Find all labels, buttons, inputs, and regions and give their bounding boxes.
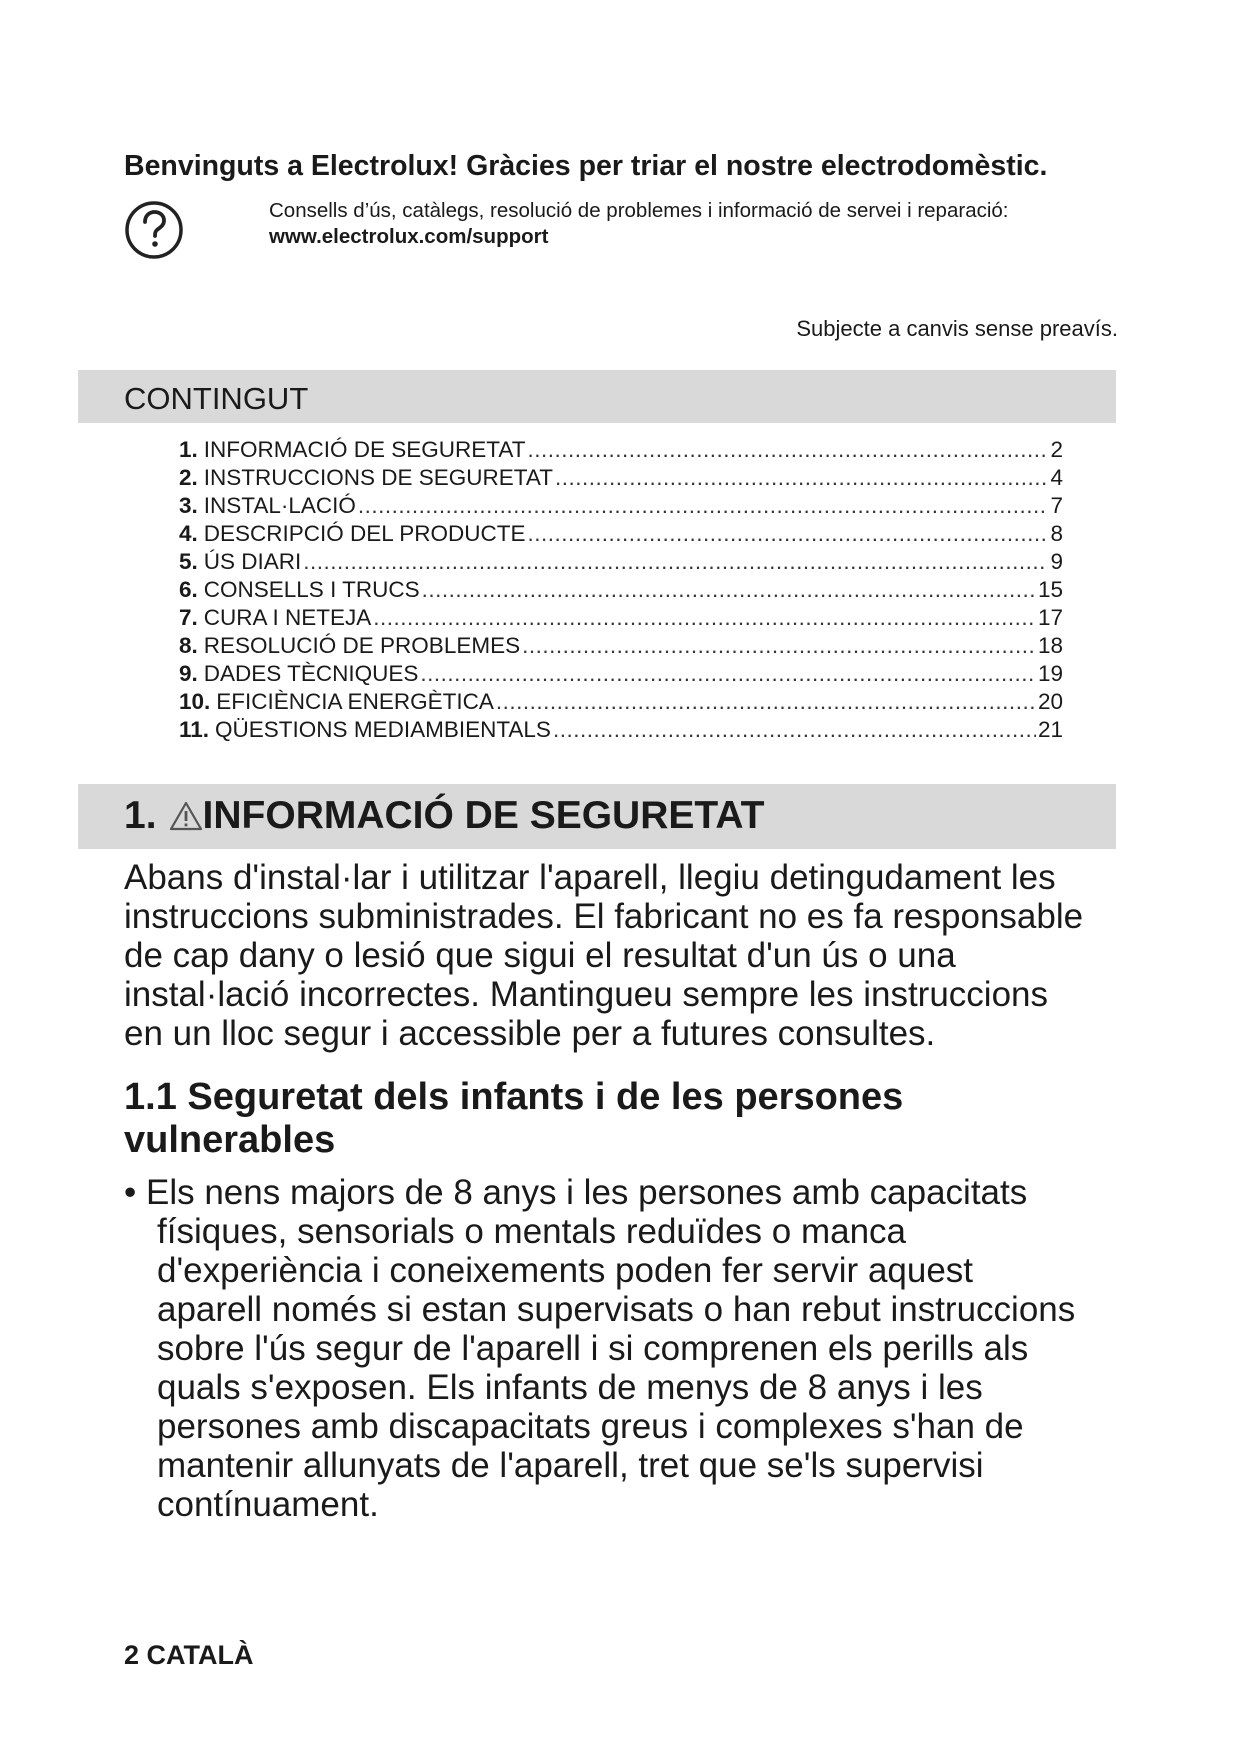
toc-item-label: INSTRUCCIONS DE SEGURETAT <box>203 465 553 490</box>
toc-leader-dots <box>553 716 1036 744</box>
toc-item-number: 3. <box>179 493 198 518</box>
toc-item-page: 8 <box>1050 521 1063 546</box>
toc-item-number: 5. <box>179 549 198 574</box>
toc-item-label: QÜESTIONS MEDIAMBIENTALS <box>215 717 551 742</box>
toc-item[interactable] <box>179 660 1063 688</box>
toc-item-page: 4 <box>1050 465 1063 490</box>
toc-item-number: 4. <box>179 521 198 546</box>
toc-item[interactable] <box>179 548 1063 576</box>
bullet-line: mantenir allunyats de l'aparell, tret que se'ls supervisi <box>157 1446 984 1485</box>
toc-item[interactable] <box>179 576 1063 604</box>
toc-item-number: 9. <box>179 661 198 686</box>
help-description: Consells d’ús, catàlegs, resolució de problemes i informació de servei i reparació: <box>269 199 1009 222</box>
bullet-line: quals s'exposen. Els infants de menys de 8 anys i les <box>157 1368 983 1407</box>
change-notice: Subjecte a canvis sense preavís. <box>796 316 1118 341</box>
toc-item-number: 11. <box>179 717 210 742</box>
bullet-line: físiques, sensorials o mentals reduïdes o manca <box>157 1212 906 1251</box>
toc-item-label: DADES TÈCNIQUES <box>203 661 419 686</box>
toc-item-page: 19 <box>1037 661 1063 686</box>
help-text-block <box>269 198 1009 250</box>
toc-item-label: EFICIÈNCIA ENERGÈTICA <box>216 689 494 714</box>
toc-list <box>179 436 1063 744</box>
warning-triangle-icon <box>169 801 203 831</box>
toc-leader-dots <box>496 688 1036 716</box>
toc-item-number: 10. <box>179 689 211 714</box>
toc-item-page: 21 <box>1037 717 1063 742</box>
toc-item-page: 9 <box>1050 549 1063 574</box>
toc-title: CONTINGUT <box>124 381 309 416</box>
toc-item-page: 7 <box>1050 493 1063 518</box>
toc-item-page: 2 <box>1050 437 1063 462</box>
toc-item-label: ÚS DIARI <box>203 549 302 574</box>
toc-item-label: CURA I NETEJA <box>203 605 372 630</box>
toc-item-number: 6. <box>179 577 198 602</box>
toc-item-label: RESOLUCIÓ DE PROBLEMES <box>203 633 521 658</box>
toc-item-label: CONSELLS I TRUCS <box>203 577 420 602</box>
subsection-title-line: vulnerables <box>124 1119 336 1161</box>
toc-item-label: INSTAL·LACIÓ <box>203 493 356 518</box>
toc-item-label: INFORMACIÓ DE SEGURETAT <box>203 437 526 462</box>
toc-item[interactable] <box>179 604 1063 632</box>
toc-item-page: 20 <box>1037 689 1063 714</box>
toc-leader-dots <box>358 492 1049 520</box>
toc-leader-dots <box>527 436 1048 464</box>
toc-item-page: 18 <box>1037 633 1063 658</box>
toc-item-number: 2. <box>179 465 198 490</box>
toc-item[interactable] <box>179 520 1063 548</box>
section-intro <box>124 858 1124 1053</box>
toc-leader-dots <box>420 660 1036 688</box>
question-circle-icon <box>124 200 184 260</box>
toc-item[interactable] <box>179 632 1063 660</box>
bullet-line: • Els nens majors de 8 anys i les persones amb capacitats <box>124 1173 1028 1212</box>
toc-leader-dots <box>522 632 1036 660</box>
toc-item-number: 7. <box>179 605 198 630</box>
subsection-title <box>124 1076 903 1162</box>
bullet-paragraph <box>124 1173 1124 1524</box>
intro-line: en un lloc segur i accessible per a futures consultes. <box>124 1014 936 1053</box>
toc-leader-dots <box>303 548 1048 576</box>
toc-item[interactable] <box>179 436 1063 464</box>
toc-item-number: 8. <box>179 633 198 658</box>
toc-leader-dots <box>422 576 1036 604</box>
toc-leader-dots <box>373 604 1036 632</box>
toc-item[interactable] <box>179 688 1063 716</box>
section-number: 1. <box>124 794 157 837</box>
bullet-line: d'experiència i coneixements poden fer servir aquest <box>157 1251 974 1290</box>
bullet-line: persones amb discapacitats greus i complexes s'han de <box>157 1407 1024 1446</box>
toc-item-number: 1. <box>179 437 198 462</box>
intro-line: instruccions subministrades. El fabricant no es fa responsable <box>124 897 1084 936</box>
welcome-heading: Benvinguts a Electrolux! Gràcies per triar el nostre electrodomèstic. <box>124 150 1048 182</box>
toc-item[interactable] <box>179 464 1063 492</box>
support-link[interactable]: www.electrolux.com/support <box>269 225 549 248</box>
toc-item[interactable] <box>179 716 1063 744</box>
toc-item-page: 15 <box>1037 577 1063 602</box>
bullet-line: aparell només si estan supervisats o han rebut instruccions <box>157 1290 1076 1329</box>
intro-line: Abans d'instal·lar i utilitzar l'aparell, llegiu detingudament les <box>124 858 1056 897</box>
page-footer: 2 CATALÀ <box>124 1640 254 1670</box>
intro-line: de cap dany o lesió que sigui el resultat d'un ús o una <box>124 936 956 975</box>
section-title-text: INFORMACIÓ DE SEGURETAT <box>202 794 765 837</box>
toc-leader-dots <box>527 520 1048 548</box>
toc-leader-dots <box>555 464 1049 492</box>
bullet-line: sobre l'ús segur de l'aparell i si comprenen els perills als <box>157 1329 1029 1368</box>
subsection-title-line: 1.1 Seguretat dels infants i de les persones <box>124 1076 904 1118</box>
toc-item[interactable] <box>179 492 1063 520</box>
toc-item-page: 17 <box>1037 605 1063 630</box>
section-title <box>124 794 764 838</box>
bullet-line: contínuament. <box>157 1485 379 1524</box>
intro-line: instal·lació incorrectes. Mantingueu sempre les instruccions <box>124 975 1049 1014</box>
toc-item-label: DESCRIPCIÓ DEL PRODUCTE <box>203 521 526 546</box>
